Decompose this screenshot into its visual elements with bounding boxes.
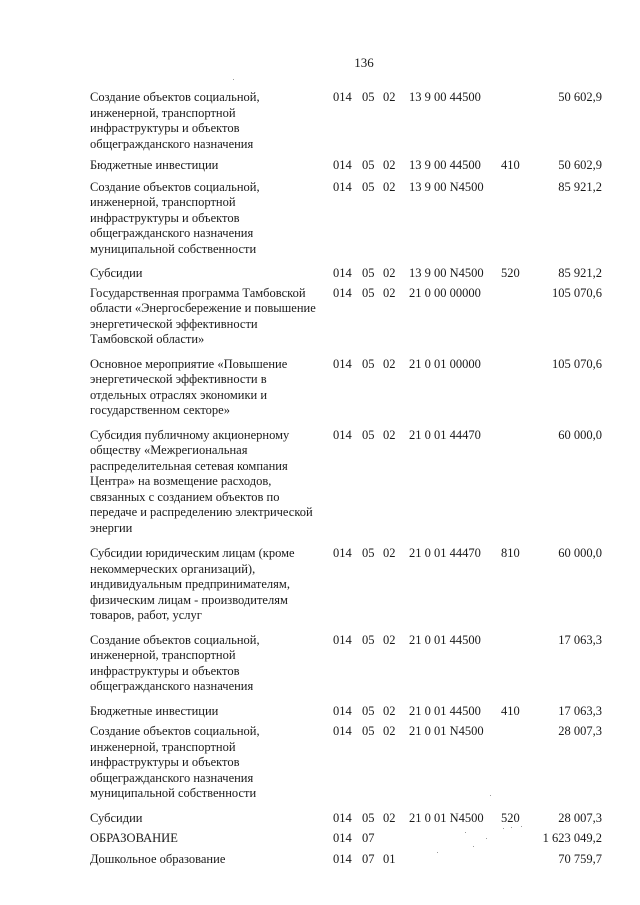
row-amount: 28 007,3 <box>558 724 602 738</box>
row-subsection-code: 02 <box>383 266 396 280</box>
row-name: Создание объектов социальной, инженерной, транспортной инфраструктуры и объектов общегражданского назначения <box>90 632 260 693</box>
row-ministry-code: 014 <box>333 427 352 442</box>
row-name: Создание объектов социальной, инженерной, транспортной инфраструктуры и объектов общегражданского назначения <box>90 90 260 151</box>
row-subsection-code: 02 <box>383 632 396 647</box>
row-section-code: 05 <box>362 724 375 738</box>
row-name: Субсидии <box>90 266 143 280</box>
row-amount: 85 921,2 <box>558 266 602 280</box>
row-subsection-code: 02 <box>383 90 396 104</box>
row-amount: 105 070,6 <box>552 356 602 371</box>
row-name: Субсидии <box>90 810 143 825</box>
row-section-code: 05 <box>362 546 375 560</box>
row-name: Бюджетные инвестиции <box>90 703 219 718</box>
row-amount: 50 602,9 <box>558 158 602 172</box>
row-section-code: 05 <box>362 356 375 371</box>
row-ministry-code: 014 <box>333 158 352 172</box>
row-name: Государственная программа Тамбовской области «Энергосбережение и повышение энергетической эффективности Тамбовской области» <box>90 285 316 346</box>
row-section-code: 05 <box>362 285 375 300</box>
table-row <box>0 724 640 802</box>
row-amount: 60 000,0 <box>558 427 602 442</box>
row-subsection-code: 01 <box>383 851 396 866</box>
scan-speck <box>490 795 491 796</box>
row-target-article-code: 13 9 00 N4500 <box>409 266 484 280</box>
scan-speck <box>473 846 474 847</box>
row-amount: 17 063,3 <box>558 703 602 718</box>
row-section-code: 05 <box>362 158 375 172</box>
row-subsection-code: 02 <box>383 285 396 300</box>
table-row <box>0 852 640 868</box>
table-row <box>0 158 640 174</box>
row-target-article-code: 21 0 01 44500 <box>409 703 481 718</box>
row-ministry-code: 014 <box>333 703 352 718</box>
scan-speck <box>437 852 438 853</box>
row-ministry-code: 014 <box>333 266 352 280</box>
table-row <box>0 286 640 348</box>
row-subsection-code: 02 <box>383 810 396 825</box>
row-amount: 85 921,2 <box>558 179 602 194</box>
row-ministry-code: 014 <box>333 831 352 845</box>
row-subsection-code: 02 <box>383 427 396 442</box>
row-target-article-code: 13 9 00 44500 <box>409 90 481 104</box>
row-subsection-code: 02 <box>383 158 396 172</box>
scan-speck <box>233 79 234 80</box>
row-subsection-code: 02 <box>383 703 396 718</box>
row-name: ОБРАЗОВАНИЕ <box>90 831 178 845</box>
row-section-code: 05 <box>362 703 375 718</box>
scan-speck <box>465 832 466 833</box>
row-subsection-code: 02 <box>383 724 396 738</box>
row-ministry-code: 014 <box>333 810 352 825</box>
row-target-article-code: 13 9 00 44500 <box>409 158 481 172</box>
row-name: Субсидия публичному акционерному обществу «Межрегиональная распределительная сетевая компания Центра» на возмещение расходов, связанных с созданием объектов по передаче и распределению электрической энергии <box>90 427 313 535</box>
row-ministry-code: 014 <box>333 724 352 738</box>
row-ministry-code: 014 <box>333 546 352 560</box>
row-ministry-code: 014 <box>333 356 352 371</box>
row-ministry-code: 014 <box>333 90 352 104</box>
row-target-article-code: 13 9 00 N4500 <box>409 179 484 194</box>
budget-table <box>0 90 640 867</box>
row-section-code: 05 <box>362 266 375 280</box>
row-amount: 17 063,3 <box>558 632 602 647</box>
row-target-article-code: 21 0 00 00000 <box>409 285 481 300</box>
row-subsection-code: 02 <box>383 546 396 560</box>
row-section-code: 05 <box>362 810 375 825</box>
row-amount: 1 623 049,2 <box>542 831 602 845</box>
row-section-code: 05 <box>362 90 375 104</box>
row-section-code: 05 <box>362 179 375 194</box>
row-name: Дошкольное образование <box>90 851 226 866</box>
row-name: Создание объектов социальной, инженерной, транспортной инфраструктуры и объектов общегражданского назначения муниципальной собственности <box>90 179 260 256</box>
scan-speck <box>511 827 512 828</box>
row-expense-type-code: 410 <box>501 703 520 718</box>
row-amount: 50 602,9 <box>558 90 602 104</box>
scan-speck <box>503 828 504 829</box>
table-row <box>0 357 640 419</box>
row-subsection-code: 02 <box>383 179 396 194</box>
row-section-code: 07 <box>362 831 375 845</box>
row-section-code: 05 <box>362 427 375 442</box>
scan-speck <box>486 838 487 839</box>
row-expense-type-code: 520 <box>501 810 520 825</box>
table-row <box>0 811 640 827</box>
row-target-article-code: 21 0 01 N4500 <box>409 724 484 738</box>
row-expense-type-code: 410 <box>501 158 520 172</box>
row-amount: 60 000,0 <box>558 546 602 560</box>
table-row <box>0 546 640 624</box>
table-row <box>0 428 640 537</box>
table-row <box>0 704 640 720</box>
table-row <box>0 90 640 152</box>
row-name: Создание объектов социальной, инженерной, транспортной инфраструктуры и объектов общегражданского назначения муниципальной собственности <box>90 724 260 800</box>
row-ministry-code: 014 <box>333 285 352 300</box>
table-row <box>0 180 640 258</box>
row-name: Основное мероприятие «Повышение энергетической эффективности в отдельных отраслях экономики и государственном секторе» <box>90 356 288 417</box>
row-target-article-code: 21 0 01 44500 <box>409 632 481 647</box>
row-amount: 70 759,7 <box>558 851 602 866</box>
page-number: 136 <box>354 55 374 70</box>
row-name: Бюджетные инвестиции <box>90 158 219 172</box>
row-target-article-code: 21 0 01 00000 <box>409 356 481 371</box>
row-expense-type-code: 520 <box>501 266 520 280</box>
row-target-article-code: 21 0 01 44470 <box>409 427 481 442</box>
row-name: Субсидии юридическим лицам (кроме некоммерческих организаций), индивидуальным предпринимателям, физическим лицам - производителям товаров, работ, услуг <box>90 546 295 622</box>
table-row <box>0 633 640 695</box>
row-target-article-code: 21 0 01 44470 <box>409 546 481 560</box>
row-section-code: 05 <box>362 632 375 647</box>
row-expense-type-code: 810 <box>501 546 520 560</box>
row-amount: 105 070,6 <box>552 285 602 300</box>
row-amount: 28 007,3 <box>558 810 602 825</box>
row-section-code: 07 <box>362 851 375 866</box>
table-row <box>0 266 640 282</box>
row-ministry-code: 014 <box>333 632 352 647</box>
row-target-article-code: 21 0 01 N4500 <box>409 810 484 825</box>
row-ministry-code: 014 <box>333 851 352 866</box>
row-ministry-code: 014 <box>333 179 352 194</box>
table-row <box>0 831 640 847</box>
scan-speck <box>521 826 522 827</box>
row-subsection-code: 02 <box>383 356 396 371</box>
